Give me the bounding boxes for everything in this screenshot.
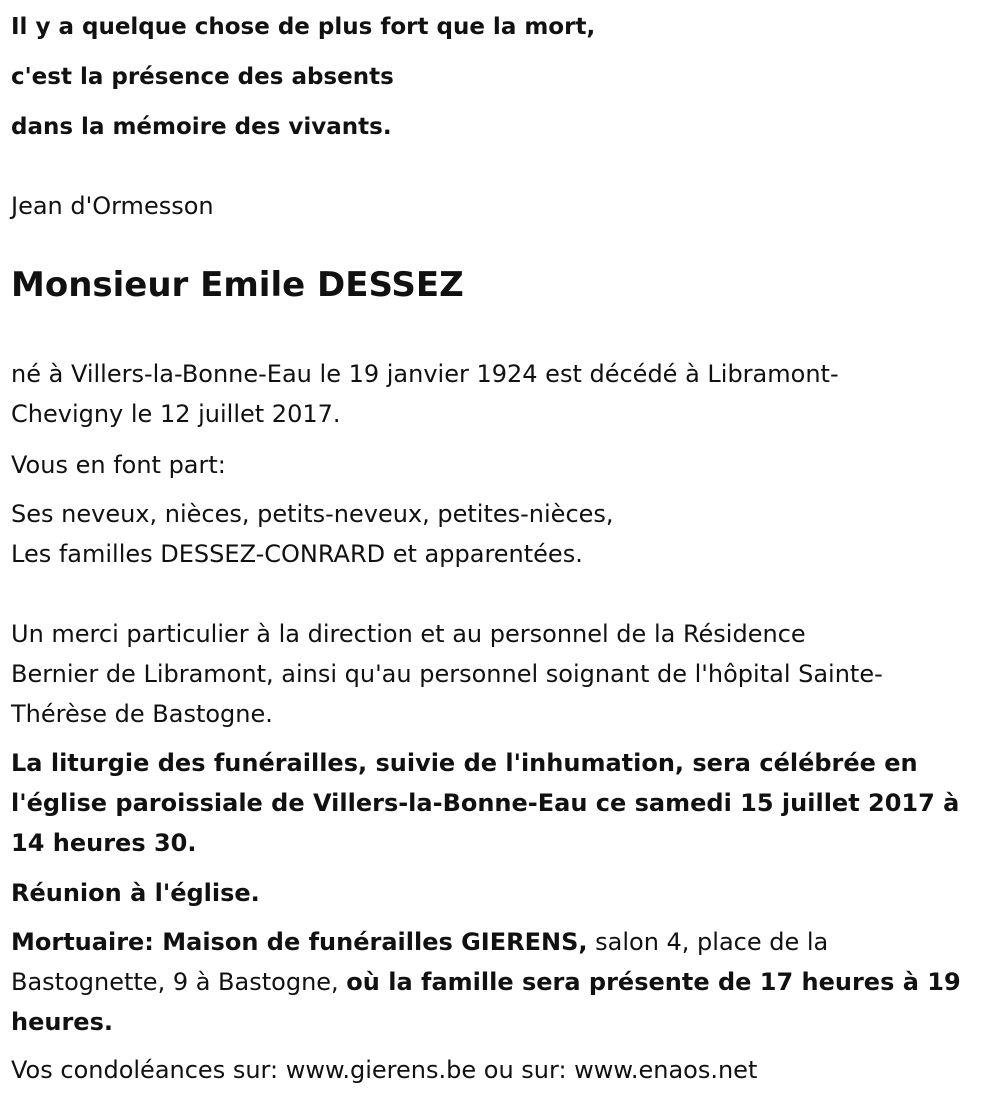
- deceased-name: Monsieur Emile DESSEZ: [11, 265, 464, 305]
- family-line-2: Les familles DESSEZ-CONRARD et apparentées.: [11, 540, 583, 568]
- thanks-paragraph: [11, 614, 991, 734]
- family-paragraph: [11, 494, 991, 574]
- condolences-text: Vos condoléances sur: www.gierens.be ou sur: www.enaos.net: [11, 1056, 758, 1084]
- mortuary-address-start: salon 4, place de la: [587, 928, 829, 956]
- announce-paragraph: [11, 445, 991, 485]
- condolences-paragraph: [11, 1050, 991, 1090]
- mortuary-line-2: [11, 962, 991, 1002]
- quote-author: Jean d'Ormesson: [11, 192, 214, 220]
- thanks-line-1: Un merci particulier à la direction et au personnel de la Résidence: [11, 620, 806, 648]
- quote-line-3: dans la mémoire des vivants.: [11, 114, 392, 140]
- birth-death-paragraph: [11, 354, 991, 434]
- mortuary-line-1: [11, 922, 991, 962]
- liturgy-line-1: La liturgie des funérailles, suivie de l'inhumation, sera célébrée en: [11, 749, 918, 777]
- thanks-line-2: Bernier de Libramont, ainsi qu'au personnel soignant de l'hôpital Sainte-: [11, 660, 883, 688]
- announce-text: Vous en font part:: [11, 451, 226, 479]
- birth-line-2: Chevigny le 12 juillet 2017.: [11, 400, 341, 428]
- quote-line-2: c'est la présence des absents: [11, 64, 394, 90]
- mortuary-paragraph: [11, 922, 991, 1042]
- liturgy-paragraph: [11, 743, 991, 863]
- mortuary-line-3: [11, 1002, 991, 1042]
- thanks-line-3: Thérèse de Bastogne.: [11, 700, 273, 728]
- mortuary-name: Mortuaire: Maison de funérailles GIERENS,: [11, 928, 588, 956]
- visiting-hours: où la famille sera présente de 17 heures à 19: [346, 968, 961, 996]
- family-line-1: Ses neveux, nièces, petits-neveux, petites-nièces,: [11, 500, 614, 528]
- liturgy-line-2: l'église paroissiale de Villers-la-Bonne-Eau ce samedi 15 juillet 2017 à: [11, 789, 960, 817]
- reunion-paragraph: [11, 873, 991, 913]
- quote-line-1: Il y a quelque chose de plus fort que la mort,: [11, 14, 596, 40]
- visiting-hours-end: heures.: [11, 1008, 113, 1036]
- liturgy-line-3: 14 heures 30.: [11, 829, 197, 857]
- reunion-text: Réunion à l'église.: [11, 879, 260, 907]
- mortuary-address-end: Bastognette, 9 à Bastogne,: [11, 968, 347, 996]
- birth-line-1: né à Villers-la-Bonne-Eau le 19 janvier 1924 est décédé à Libramont-: [11, 360, 839, 388]
